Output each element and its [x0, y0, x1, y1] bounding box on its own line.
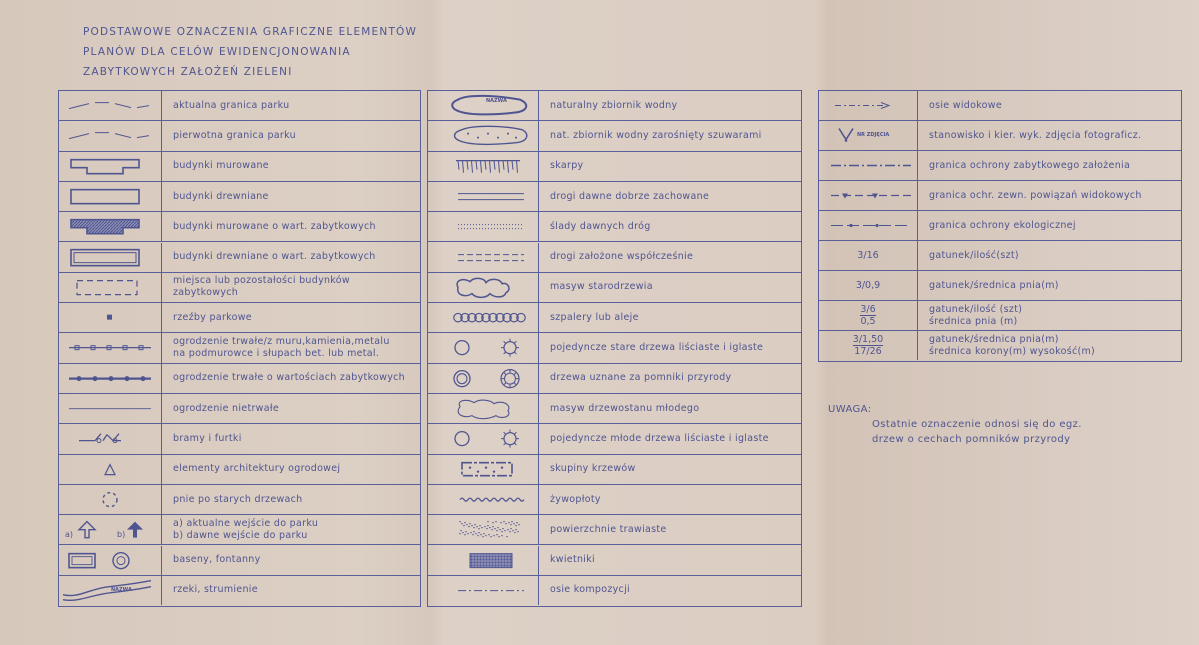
- legend-label-line: masyw drzewostanu młodego: [550, 402, 700, 414]
- legend-label-line: budynki drewniane o wart. zabytkowych: [173, 251, 376, 263]
- legend-label-line: baseny, fontanny: [173, 554, 261, 566]
- legend-label-line: ogrodzenie trwałe/z muru,kamienia,metalu: [173, 336, 390, 348]
- square-dot-icon: [59, 303, 162, 332]
- dash-dot-line-icon: [428, 576, 539, 605]
- value-cell: [819, 331, 918, 360]
- legend-row: [59, 121, 420, 151]
- legend-label-line: naturalny zbiornik wodny: [550, 99, 678, 111]
- legend-label-line: granica ochrony ekologicznej: [929, 219, 1076, 231]
- slope-icon: [428, 152, 539, 181]
- heavy-fence-icon: [59, 364, 162, 393]
- note-line-1: Ostatnie oznaczenie odnosi się do egz.: [872, 419, 1082, 430]
- legend-label: [550, 182, 709, 211]
- legend-label-line: pojedyncze stare drzewa liściaste i iglaste: [550, 342, 764, 354]
- value-bottom: 17/26: [854, 346, 882, 357]
- legend-label: [929, 271, 1059, 300]
- legend-label-line: budynki murowane: [173, 160, 269, 172]
- legend-label: [550, 303, 639, 332]
- triangle-dash-line-icon: [819, 181, 918, 210]
- title-line-2: PLANÓW DLA CELÓW EWIDENCJONOWANIA: [83, 46, 351, 58]
- legend-label: [173, 455, 340, 484]
- legend-row: [59, 182, 420, 212]
- legend-label: [550, 152, 583, 181]
- legend-label-line: budynki murowane o wart. zabytkowych: [173, 220, 376, 232]
- double-line-icon: [428, 182, 539, 211]
- legend-label: [173, 333, 390, 362]
- legend-label: [173, 515, 318, 544]
- flowerbed-icon: [428, 546, 539, 575]
- legend-label-line: pnie po starych drzewach: [173, 493, 303, 505]
- legend-label: [550, 243, 693, 272]
- legend-label-line: osie kompozycji: [550, 584, 630, 596]
- pond-icon: [428, 91, 539, 120]
- legend-label-line: drogi założone współcześnie: [550, 251, 694, 263]
- legend-row: [59, 212, 420, 242]
- legend-row: [819, 151, 1181, 181]
- legend-label: [173, 273, 350, 302]
- legend-row: [428, 576, 801, 605]
- legend-label-line: granica ochr. zewn. powiązań widokowych: [929, 189, 1142, 201]
- legend-row: [59, 91, 420, 121]
- legend-label: [173, 121, 296, 150]
- legend-label-line: drzewa uznane za pomniki przyrody: [550, 372, 732, 384]
- legend-label-line: kwietniki: [550, 554, 595, 566]
- legend-label: [173, 394, 279, 423]
- legend-row: [819, 91, 1181, 121]
- legend-label: [173, 182, 269, 211]
- fence-line-icon: [59, 333, 162, 362]
- legend-table-2: [427, 90, 802, 607]
- dashed-double-line-icon: [428, 243, 539, 272]
- old-tree-mass-icon: [428, 273, 539, 302]
- legend-row: [59, 152, 420, 182]
- hatched-building-icon: [59, 212, 162, 241]
- legend-row: [428, 546, 801, 576]
- legend-row: [59, 273, 420, 303]
- legend-label-line: ogrodzenie nietrwałe: [173, 402, 280, 414]
- legend-label: [550, 576, 630, 605]
- value-top: 3/6: [860, 304, 876, 315]
- symbol-caption: NAZWA: [486, 98, 507, 105]
- legend-row: [59, 424, 420, 454]
- dotted-double-line-icon: [428, 212, 539, 241]
- legend-label-line: gatunek/średnica pnia(m): [929, 333, 1059, 345]
- legend-row: [59, 515, 420, 545]
- legend-label-line: bramy i furtki: [173, 432, 242, 444]
- dashed-line-icon: [59, 91, 162, 120]
- legend-row: [59, 576, 420, 605]
- young-tree-mass-icon: [428, 394, 539, 423]
- legend-table-1: [58, 90, 421, 607]
- symbol-caption: NR ZDJĘCIA: [857, 132, 890, 138]
- legend-label: [929, 211, 1076, 240]
- legend-row: [819, 271, 1181, 301]
- legend-row: [819, 121, 1181, 151]
- legend-label: [550, 424, 769, 453]
- legend-row: [428, 455, 801, 485]
- legend-row: [428, 121, 801, 151]
- legend-label-line: gatunek/ilość (szt): [929, 303, 1023, 315]
- title-line-3: ZABYTKOWYCH ZAŁOŻEŃ ZIELENI: [83, 66, 293, 78]
- legend-row: [59, 333, 420, 363]
- arrow-entrance-icon: [59, 515, 162, 544]
- view-axis-arrow-icon: [819, 91, 918, 120]
- thin-line-icon: [59, 394, 162, 423]
- alley-icon: [428, 303, 539, 332]
- legend-table-3: [818, 90, 1182, 362]
- legend-title: [83, 22, 417, 82]
- legend-label: [550, 273, 653, 302]
- legend-label: [173, 576, 258, 605]
- legend-row: [428, 152, 801, 182]
- legend-label: [929, 121, 1141, 150]
- legend-label-line: rzeźby parkowe: [173, 311, 252, 323]
- legend-label: [173, 303, 252, 332]
- legend-label-line: powierzchnie trawiaste: [550, 523, 667, 535]
- legend-row: [59, 303, 420, 333]
- legend-label-line: stanowisko i kier. wyk. zdjęcia fotograficz.: [929, 129, 1142, 141]
- legend-label: [173, 485, 303, 514]
- legend-label-line: skupiny krzewów: [550, 463, 636, 475]
- legend-label-line: szpalery lub aleje: [550, 311, 639, 323]
- legend-row: [428, 424, 801, 454]
- legend-row: [428, 333, 801, 363]
- legend-label: [929, 331, 1095, 360]
- dash-dot-boundary-icon: [819, 151, 918, 180]
- legend-label: [929, 151, 1130, 180]
- legend-row: [428, 212, 801, 242]
- legend-row: [428, 364, 801, 394]
- legend-row: [59, 243, 420, 273]
- legend-row: [819, 241, 1181, 271]
- legend-label: [550, 515, 667, 544]
- legend-label: [550, 455, 636, 484]
- legend-label-line: miejsca lub pozostałości budynków: [173, 275, 350, 287]
- legend-row: [59, 485, 420, 515]
- legend-label-line: gatunek/ilość(szt): [929, 249, 1019, 261]
- double-rectangle-icon: [59, 243, 162, 272]
- triangle-icon: [59, 455, 162, 484]
- legend-row: [428, 273, 801, 303]
- legend-label: [173, 546, 261, 575]
- river-icon: [59, 576, 162, 605]
- value-top: 3/16: [857, 250, 879, 261]
- legend-row: [819, 181, 1181, 211]
- legend-label: [173, 212, 376, 241]
- legend-row: [59, 364, 420, 394]
- legend-label: [929, 301, 1022, 330]
- legend-label-line: osie widokowe: [929, 99, 1003, 111]
- legend-label: [173, 424, 242, 453]
- legend-label: [550, 121, 762, 150]
- legend-label-line: pierwotna granica parku: [173, 129, 296, 141]
- legend-label: [173, 243, 376, 272]
- title-line-1: PODSTAWOWE OZNACZENIA GRAFICZNE ELEMENTÓW: [83, 26, 418, 38]
- dashed-rectangle-icon: [59, 273, 162, 302]
- entrance-marker-a: a): [65, 530, 74, 540]
- rectangle-outline-icon: [59, 182, 162, 211]
- legend-label-line: gatunek/średnica pnia(m): [929, 279, 1059, 291]
- photo-point-icon: [819, 121, 918, 150]
- legend-label-line: drogi dawne dobrze zachowane: [550, 190, 710, 202]
- legend-label: [173, 91, 289, 120]
- legend-row: [428, 303, 801, 333]
- legend-label: [929, 241, 1019, 270]
- monument-trees-icon: [428, 364, 539, 393]
- legend-label-line: żywopłoty: [550, 493, 601, 505]
- legend-row: [428, 485, 801, 515]
- legend-label-line: b) dawne wejście do parku: [173, 529, 308, 541]
- gate-icon: [59, 424, 162, 453]
- single-trees-icon: [428, 333, 539, 362]
- legend-row: [428, 394, 801, 424]
- legend-label: [173, 152, 269, 181]
- value-cell: [819, 271, 918, 300]
- legend-row: [428, 515, 801, 545]
- legend-label-line: średnica korony(m) wysokość(m): [929, 345, 1096, 357]
- legend-label: [550, 364, 731, 393]
- value-cell: [819, 301, 918, 330]
- symbol-caption: NAZWA: [111, 586, 132, 593]
- shrub-group-icon: [428, 455, 539, 484]
- legend-label: [550, 485, 601, 514]
- entrance-marker-b: b): [117, 530, 126, 540]
- value-top: 3/1,50: [852, 334, 884, 345]
- legend-label: [550, 394, 699, 423]
- legend-label-line: skarpy: [550, 160, 584, 172]
- note: [828, 402, 1082, 447]
- legend-row: [59, 394, 420, 424]
- legend-label-line: pojedyncze młode drzewa liściaste i iglaste: [550, 432, 769, 444]
- legend-row: [59, 455, 420, 485]
- value-bottom: 0,5: [860, 316, 876, 327]
- legend-label-line: masyw starodrzewia: [550, 281, 653, 293]
- legend-label-line: zabytkowych: [173, 287, 239, 299]
- legend-label-line: a) aktualne wejście do parku: [173, 517, 319, 529]
- value-top: 3/0,9: [855, 280, 881, 291]
- value-cell: [819, 241, 918, 270]
- lawn-icon: [428, 515, 539, 544]
- legend-row: [428, 243, 801, 273]
- legend-label-line: aktualna granica parku: [173, 99, 290, 111]
- legend-label-line: elementy architektury ogrodowej: [173, 463, 341, 475]
- legend-row: [59, 546, 420, 576]
- legend-row: [819, 331, 1181, 360]
- legend-label: [173, 364, 405, 393]
- legend-label: [550, 546, 595, 575]
- legend-label-line: ślady dawnych dróg: [550, 220, 651, 232]
- single-trees-icon: [428, 424, 539, 453]
- legend-label: [550, 212, 651, 241]
- note-line-2: drzew o cechach pomników przyrody: [872, 434, 1071, 445]
- pool-icon: [59, 546, 162, 575]
- legend-row: [819, 301, 1181, 331]
- dot-dash-line-icon: [819, 211, 918, 240]
- dashed-line-icon: [59, 121, 162, 150]
- legend-row: [819, 211, 1181, 241]
- legend-label-line: ogrodzenie trwałe o wartościach zabytkowych: [173, 372, 405, 384]
- note-heading: UWAGA:: [828, 404, 872, 415]
- overgrown-pond-icon: [428, 121, 539, 150]
- legend-label-line: rzeki, strumienie: [173, 584, 258, 596]
- legend-label: [929, 181, 1142, 210]
- legend-label: [929, 91, 1002, 120]
- dotted-circle-icon: [59, 485, 162, 514]
- legend-row: [428, 182, 801, 212]
- legend-label-line: budynki drewniane: [173, 190, 269, 202]
- legend-row: [428, 91, 801, 121]
- legend-label: [550, 333, 763, 362]
- legend-label-line: granica ochrony zabytkowego założenia: [929, 159, 1131, 171]
- hedge-icon: [428, 485, 539, 514]
- legend-label-line: średnica pnia (m): [929, 315, 1018, 327]
- legend-label-line: nat. zbiornik wodny zarośnięty szuwarami: [550, 129, 762, 141]
- legend-label: [550, 91, 677, 120]
- legend-label-line: na podmurowce i słupach bet. lub metal.: [173, 348, 380, 360]
- building-outline-icon: [59, 152, 162, 181]
